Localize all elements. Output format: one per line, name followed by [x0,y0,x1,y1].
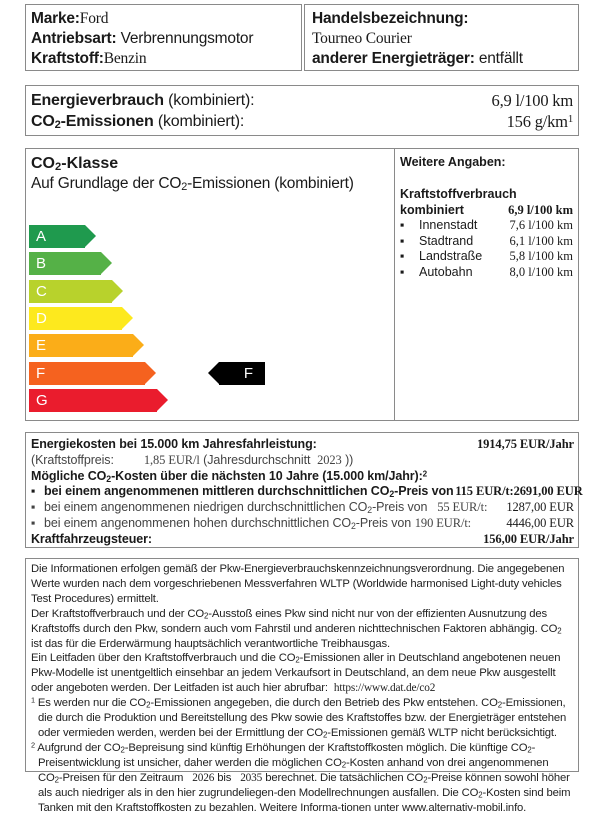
energy-cost-value: 1914,75 EUR/Jahr [476,437,574,451]
fuel-price-label: (Kraftstoffpreis: [31,452,114,467]
trade-name-label: Handelsbezeichnung: [312,10,469,27]
co2-label [31,113,154,130]
fuel-price-row [31,453,574,469]
combined-value: 6,9 l/100 km [508,202,573,217]
vehicle-tax-value: 156,00 EUR/Jahr [483,531,574,546]
brand-label: Marke: [31,10,80,27]
drive-value: Verbrennungsmotor [120,30,254,47]
co2-cost-scenario-row [31,516,574,532]
footnote-2: $^2$ Aufgrund der $CO_2$-Bepreisung sind künftig Erhöhungen der Kraftstoffkosten möglich. Die künftige $CO_2$-Preisentwicklung ist unsicher, daher werden die möglichen $CO_2$-Kosten anhand von drei angenommenen $CO_2$-Preisen für den Zeitraum 2026 bis 2035 berechnet. Die tatsächlichen $CO_2$-Preise können sowohl höher als auch niedriger als in den hier zugrundeliegen-den Modellrechnungen ausfallen. Die $CO_2$-Kosten sind beim Tanken mit den Kraftstoffkosten zu bezahlen. Weitere Informa-tionen unter www.alternativ-mobil.info. [31,740,571,814]
other-energy-row [312,49,578,69]
co2-value: 156 g/km [506,112,568,131]
fuel-consumption-heading [400,187,573,203]
scenario-label: bei einem angenommenen mittleren durchschnittlichen $CO_2$-Preis von [44,484,454,500]
co2-class-bar-f: F [29,362,145,385]
bullet-icon: ▪ [31,484,36,499]
scenario-rate: 55 EUR/t: [437,500,488,515]
bullet-icon: ▪ [400,233,405,248]
other-energy-label: anderer Energieträger: [312,50,475,67]
co2-class-title-a: CO [31,155,55,172]
co2-class-title-b: -Klasse [61,155,119,172]
bullet-icon: ▪ [400,264,405,279]
brand-row [31,9,301,29]
scenario-label: bei einem angenommenen niedrigen durchschnittlichen $CO_2$-Preis von [44,500,428,515]
info-paragraph-3: Ein Leitfaden über den Kraftstoffverbrauch und die $CO_2$-Emissionen aller in Deutschland angebotenen neuen Pkw-Modelle ist unentgeltlich einsehbar an jedem Verkaufsort in Deutschland, an dem neue Pkw ausgestellt oder angeboten werden. Der Leitfaden ist auch hier abrufbar: https://www.dat.de/co2 [31,652,561,695]
co2-class-bar-b: B [29,252,101,275]
co2-cost-scenario-row [31,500,574,516]
co2-class-title-sub: 2 [55,161,62,174]
co2-label-rest: (kombiniert): [157,113,245,130]
consumption-row [400,234,573,250]
scenario-rate: 115 EUR/t: [455,484,514,499]
scenario-label: bei einem angenommenen hohen durchschnittlichen $CO_2$-Preis von [44,515,412,531]
fuel-price-year: 2023 [317,452,342,467]
co2-class-bar-g: G [29,389,157,412]
vehicle-tax-row [31,532,574,548]
footnote-1: $^1$ Es werden nur die $CO_2$-Emissionen angegeben, die durch den Betrieb des Pkw entstehen. $CO_2$-Emissionen, die durch die Produktion und Bereitstellung des Pkw sowie des Kraftstoffes bzw. der Energieträger entstehen oder vermieden werden, werden bei der Ermittlung der $CO_2$-Emissionen gemäß WLTP nicht berücksichtigt. [31,695,567,740]
brand-value: Ford [79,10,109,27]
consumption-label: Energieverbrauch [31,92,164,109]
consumption-row-label: Innenstadt [419,218,478,232]
consumption-row-value: 7,6 l/100 km [509,218,573,232]
fuel-price-value: 1,85 EUR/l [143,452,200,467]
co2-class-subtitle-b: -Emissionen (kombiniert) [187,175,354,192]
drive-row [31,29,301,49]
co2-class-subtitle-a: Auf Grundlage der CO [31,175,182,192]
fuel-value: Benzin [103,50,147,67]
consumption-row-label: Stadtrand [419,233,474,248]
consumption-value: 6,9 l/100 km [491,91,573,110]
energy-cost-row [31,437,574,453]
vehicle-info-box [25,4,302,71]
co2-class-bar-c: C [29,280,112,303]
trade-name-value-row [312,29,578,49]
more-info-box [394,148,579,421]
fuel-price-note-close: )) [345,452,354,467]
fuel-label: Kraftstoff: [31,50,104,67]
co2-costs-title-a: Mögliche CO [31,468,107,483]
consumption-label-rest: (kombiniert): [168,92,255,109]
consumption-row-value: 5,8 l/100 km [509,249,573,263]
co2-costs-title-row [31,469,574,485]
bullet-icon: ▪ [400,218,405,232]
consumption-row-value: 8,0 l/100 km [509,264,573,279]
co2-cost-scenarios [31,484,583,531]
legal-info-box [25,558,579,814]
co2-class-bar-e: E [29,334,133,357]
co2-class-subtitle [31,174,394,194]
co2-class-subtitle-sub: 2 [181,181,188,194]
combined-row [400,203,573,219]
combined-label: kombiniert [400,202,464,217]
co2-class-box [25,148,395,421]
scenario-rate: 190 EUR/t: [414,515,472,530]
consumption-row-label: Landstraße [419,249,483,263]
more-info-title: Weitere Angaben: [400,155,506,169]
co2-class-bar-a: A [29,225,85,248]
bullet-icon: ▪ [31,500,36,515]
co2-costs-title-sub: 2 [106,473,112,484]
fuel-consumption-title: Kraftstoffverbrauch [400,187,517,201]
trade-name-box [304,4,579,71]
trade-name-value: Tourneo Courier [312,30,412,47]
co2-cost-scenario-row [31,484,583,500]
current-class-indicator: F [219,362,265,385]
co2-emissions-row [31,111,573,132]
co2-label-a: CO [31,113,55,130]
co2-costs-footnote: 2 [422,468,428,478]
info-paragraph-2: Der Kraftstoffverbrauch und der $CO_2$-Ausstoß eines Pkw sind nicht nur von der effizienten Ausnutzung des Kraftstoffs durch den Pkw, sondern auch vom Fahrstil und anderen nichttechnischen Faktoren abhängig. $CO_2$ ist das für die Erderwärmung hauptsächlich verantwortliche Treibhausgas. [31,607,562,650]
scenario-amount: 2691,00 EUR [513,484,583,499]
drive-label: Antriebsart: [31,30,117,47]
consumption-row [31,90,573,111]
consumption-row [400,218,573,234]
fuel-row [31,49,301,69]
scenario-amount: 4446,00 EUR [506,515,574,530]
other-energy-value: entfällt [478,50,523,67]
trade-name-row [312,9,578,29]
energy-box [25,85,579,136]
consumption-row [400,249,573,265]
co2-label-b: -Emissionen [60,113,154,130]
co2-label-sub: 2 [54,119,61,132]
co2-value-wrap [507,111,573,132]
bullet-icon: ▪ [31,515,36,530]
fuel-price-note: (Jahresdurchschnitt [203,452,311,467]
guide-link[interactable]: https://www.dat.de/co2 [333,682,436,695]
vehicle-tax-label: Kraftfahrzeugsteuer: [31,531,152,546]
consumption-row [400,265,573,281]
consumption-row-label: Autobahn [419,264,473,279]
consumption-row-value: 6,1 l/100 km [509,233,573,248]
scenario-amount: 1287,00 EUR [506,500,574,515]
consumption-breakdown [400,218,573,280]
costs-box [25,432,583,548]
bullet-icon: ▪ [400,249,405,263]
co2-class-title [31,154,394,174]
co2-costs-title-b: -Kosten über die nächsten 10 Jahre (15.000 km/Jahr): [111,468,423,483]
co2-class-bar-d: D [29,307,122,330]
info-paragraph-1: Die Informationen erfolgen gemäß der Pkw-Energieverbrauchskennzeichnungsverordnung. Die angegebenen Werte wurden nach dem vorgeschriebenen Messverfahren WLTP (Worldwide harmonised Light-duty vehicles Test Procedures) ermittelt. [31,563,565,605]
co2-footnote-mark: 1 [567,113,573,126]
energy-cost-label: Energiekosten bei 15.000 km Jahresfahrleistung: [31,437,317,451]
